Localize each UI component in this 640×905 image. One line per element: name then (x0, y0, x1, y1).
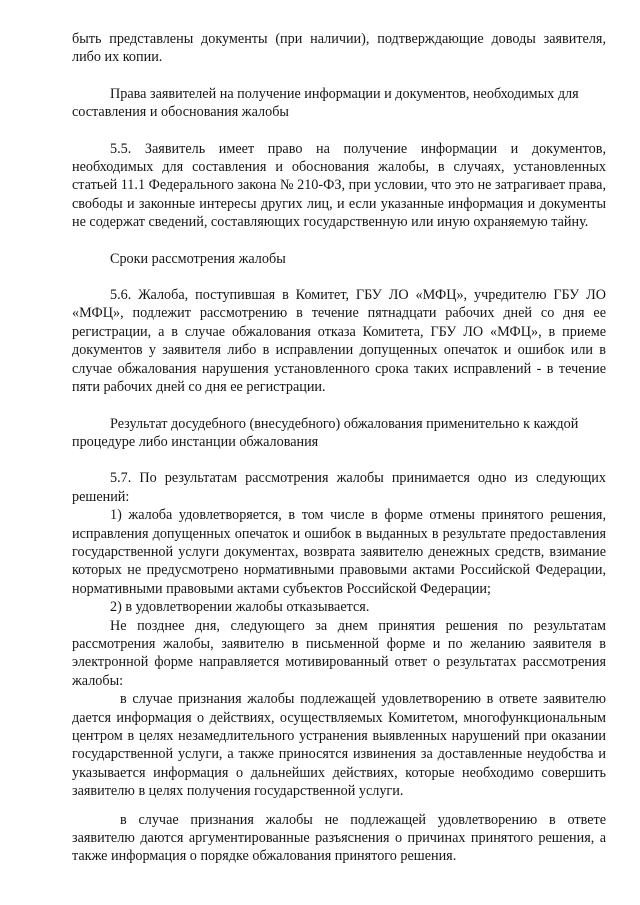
paragraph-satisfied: в случае признания жалобы подлежащей удовлетворению в ответе заявителю дается информация о действиях, осуществляемых Комитетом, многофункциональным центром в целях незамедлительного устранения выявленных нарушений при оказании государственной услуги, а также приносятся извинения за доставленные неудобства и указывается информация о дальнейших действиях, которые необходимо совершить заявителю в целях получения государственной услуги. (72, 691, 606, 800)
paragraph-5-6: 5.6. Жалоба, поступившая в Комитет, ГБУ ЛО «МФЦ», учредителю ГБУ ЛО «МФЦ», подлежит рассмотрению в течение пятнадцати рабочих дней со дня ее регистрации, а в случае обжалования отказа Комитета, ГБУ ЛО «МФЦ», в приеме документов у заявителя либо в исправлении допущенных опечаток и ошибок или в случае обжалования нарушения установленного срока таких исправлений - в течение пяти рабочих дней со дня ее регистрации. (72, 287, 606, 396)
paragraph-5-5: 5.5. Заявитель имеет право на получение информации и документов, необходимых для составления и обоснования жалобы, в случаях, установленных статьей 11.1 Федерального закона № 210-ФЗ, при условии, что это не затрагивает права, свободы и законные интересы других лиц, и если указанные информация и документы не содержат сведений, составляющих государственную или иную охраняемую тайну. (72, 140, 606, 231)
paragraph-5-7-item-1: 1) жалоба удовлетворяется, в том числе в форме отмены принятого решения, исправления допущенных опечаток и ошибок в выданных в результате предоставления государственной услуги документах, возврата заявителю денежных средств, взимание которых не предусмотрено нормативными правовыми актами Российской Федерации, нормативными правовыми актами субъектов Российской Федерации; (72, 507, 606, 597)
paragraph-5-7-item-2: 2) в удовлетворении жалобы отказывается. (110, 599, 370, 616)
paragraph-continuation: быть представлены документы (при наличии), подтверждающие доводы заявителя, либо их копии. (72, 31, 606, 66)
paragraph-5-7: 5.7. По результатам рассмотрения жалобы принимается одно из следующих решений: (72, 470, 606, 505)
section-heading-result: Результат досудебного (внесудебного) обжалования применительно к каждой процедуре либо инстанции обжалования (72, 415, 579, 450)
section-heading-rights: Права заявителей на получение информации и документов, необходимых для составления и обоснования жалобы (72, 85, 579, 121)
document-page (72, 30, 606, 866)
paragraph-rejected: в случае признания жалобы не подлежащей удовлетворению в ответе заявителю даются аргументированные разъяснения о причинах принятого решения, а также информация о порядке обжалования принятого решения. (72, 811, 606, 865)
section-heading-terms: Сроки рассмотрения жалобы (110, 250, 286, 267)
paragraph-answer: Не позднее дня, следующего за днем принятия решения по результатам рассмотрения жалобы, заявителю в письменной форме и по желанию заявителя в электронной форме направляется мотивированный ответ о результатах рассмотрения жалобы: (72, 617, 606, 689)
